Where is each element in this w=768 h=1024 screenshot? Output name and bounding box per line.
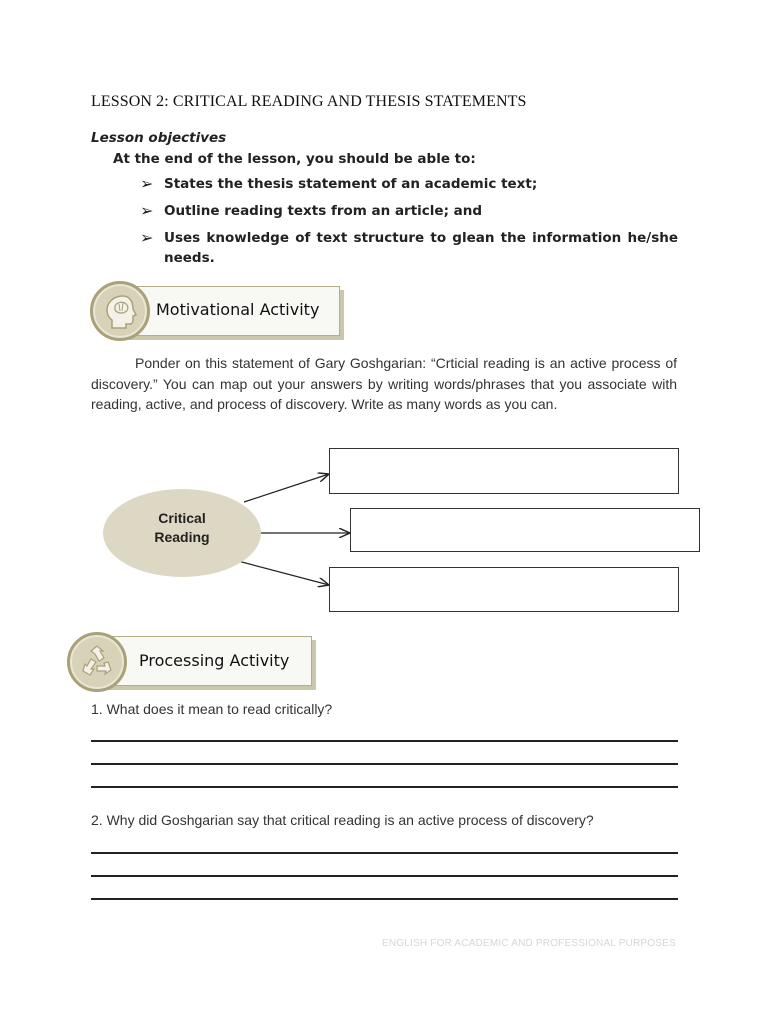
objectives-intro: At the end of the lesson, you should be able to: bbox=[113, 151, 476, 167]
answer-box-1[interactable] bbox=[329, 448, 679, 494]
answer-line[interactable] bbox=[91, 852, 678, 854]
answer-line[interactable] bbox=[91, 786, 678, 788]
objective-item bbox=[140, 228, 678, 268]
answer-box-3[interactable] bbox=[329, 567, 679, 612]
head-brain-icon bbox=[93, 284, 147, 338]
answer-line[interactable] bbox=[91, 898, 678, 900]
objective-item bbox=[140, 174, 678, 194]
arrow-to-box-1 bbox=[244, 474, 329, 502]
motivational-badge bbox=[90, 281, 150, 341]
objectives-heading: Lesson objectives bbox=[91, 130, 227, 146]
motivational-activity-label: Motivational Activity bbox=[156, 300, 320, 319]
processing-badge bbox=[67, 632, 127, 692]
objective-text: Outline reading texts from an article; and bbox=[164, 203, 483, 219]
lesson-title: LESSON 2: CRITICAL READING AND THESIS STATEMENTS bbox=[91, 93, 527, 110]
answer-box-2[interactable] bbox=[350, 508, 700, 552]
recycle-icon bbox=[70, 635, 124, 689]
objective-text: Uses knowledge of text structure to glean the information he/she needs. bbox=[164, 230, 678, 266]
motivational-paragraph: Ponder on this statement of Gary Goshgarian: “Crticial reading is an active process of discovery.” You can map out your answers by writing words/phrases that you associate with reading, active, and process of discovery. Write as many words as you can. bbox=[91, 355, 677, 412]
answer-line[interactable] bbox=[91, 763, 678, 765]
objective-text: States the thesis statement of an academic text; bbox=[164, 176, 538, 192]
arrow-bullet-icon: ➢ bbox=[140, 228, 154, 247]
page-footer: ENGLISH FOR ACADEMIC AND PROFESSIONAL PURPOSES bbox=[382, 938, 676, 949]
objective-item bbox=[140, 201, 678, 221]
critical-label-line1: Critical bbox=[158, 510, 206, 526]
critical-reading-label bbox=[103, 509, 261, 547]
arrow-bullet-icon: ➢ bbox=[140, 201, 154, 220]
processing-activity-label: Processing Activity bbox=[139, 651, 290, 670]
answer-line[interactable] bbox=[91, 740, 678, 742]
question-1: 1. What does it mean to read critically? bbox=[91, 701, 333, 717]
objectives-list bbox=[140, 174, 678, 275]
question-2: 2. Why did Goshgarian say that critical reading is an active process of discovery? bbox=[91, 812, 594, 828]
arrow-to-box-3 bbox=[238, 561, 329, 585]
answer-line[interactable] bbox=[91, 875, 678, 877]
critical-label-line2: Reading bbox=[154, 529, 210, 545]
arrow-bullet-icon: ➢ bbox=[140, 174, 154, 193]
